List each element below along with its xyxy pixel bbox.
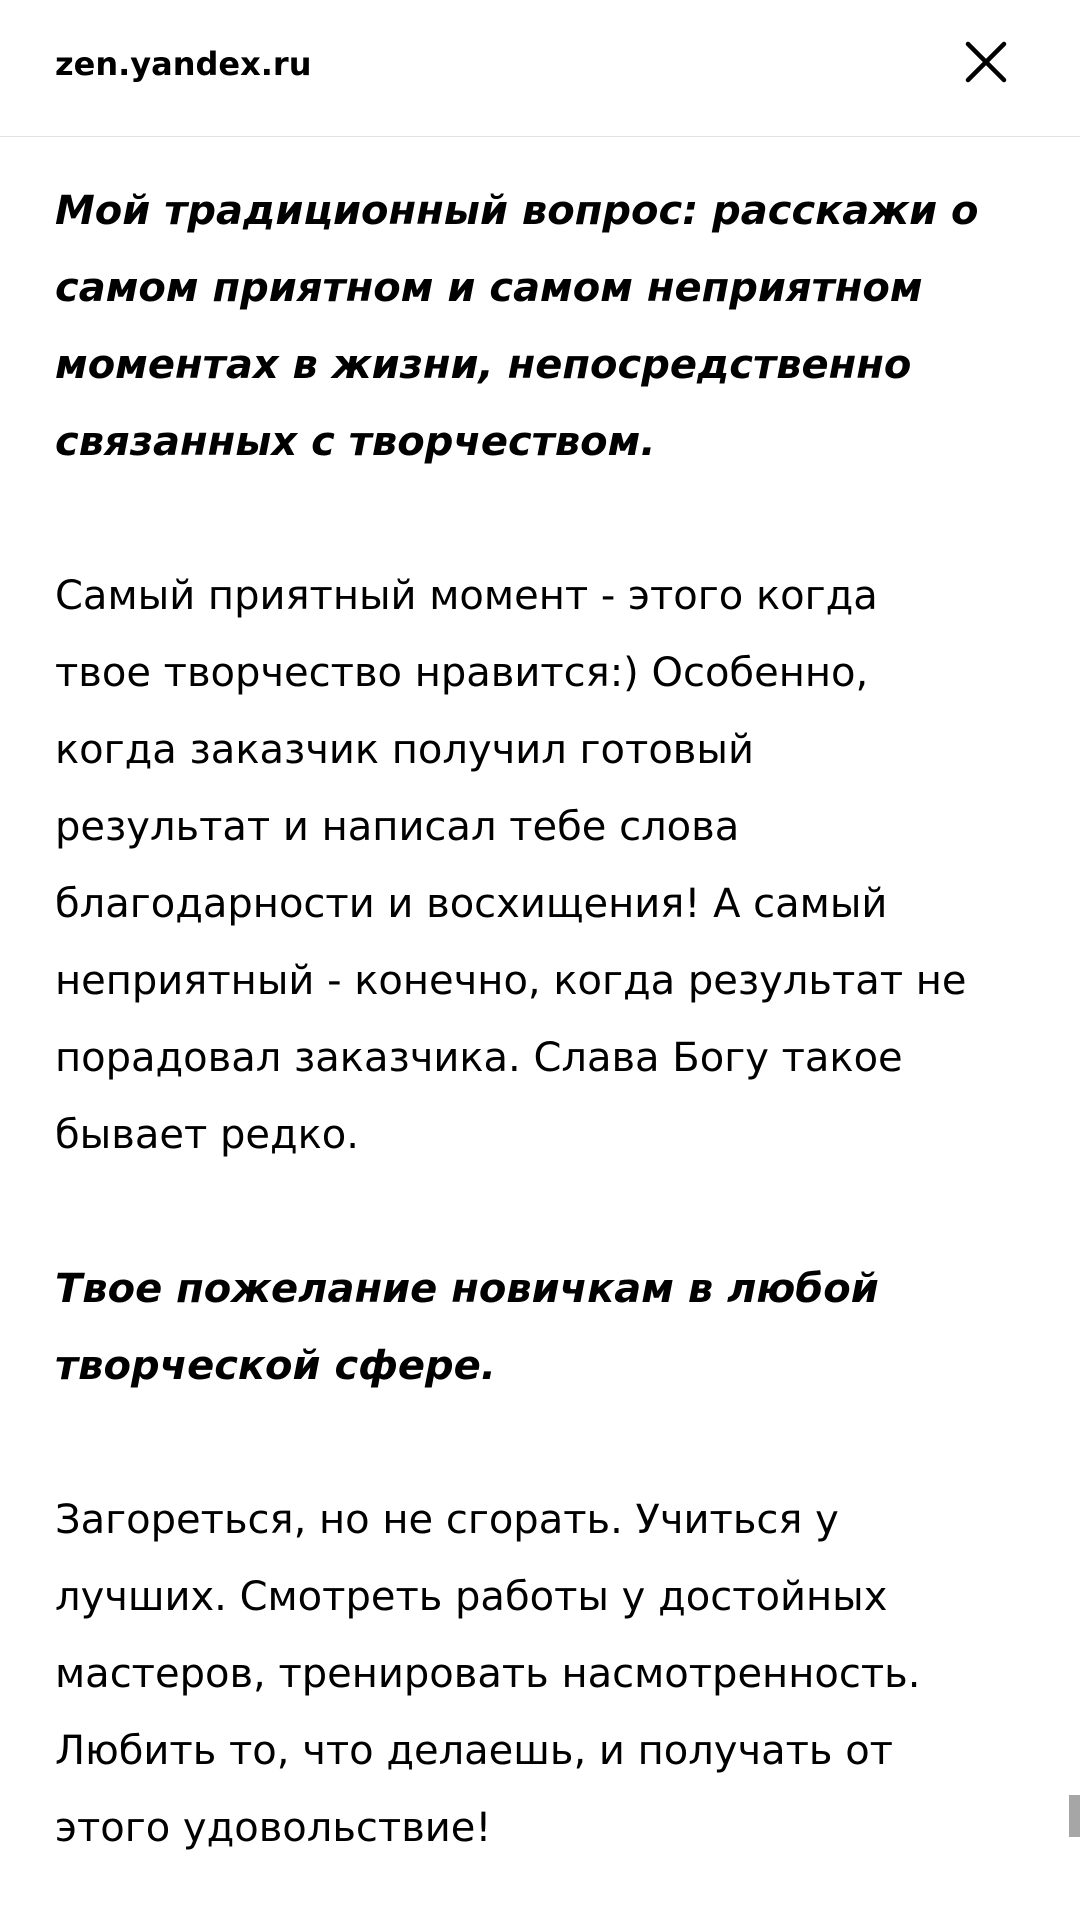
- top-bar: [0, 0, 1080, 137]
- interview-answer-1: Самый приятный момент - этого когда твое творчество нравится:) Особенно, когда заказчик получил готовый результат и написал тебе слова благодарности и восхищения! А самый неприятный - конечно, когда результат не порадовал заказчика. Слава Богу такое бывает редко.: [55, 573, 967, 1158]
- close-button[interactable]: [956, 36, 1016, 88]
- interview-answer-2: Загореться, но не сгорать. Учиться у лучших. Смотреть работы у достойных мастеров, тренировать насмотренность. Любить то, что делаешь, и получать от этого удовольствие!: [55, 1497, 921, 1851]
- site-domain: zen.yandex.ru: [55, 45, 312, 83]
- interview-question-1: Мой традиционный вопрос: расскажи о самом приятном и самом неприятном моментах в жизни, непосредственно связанных с творчеством.: [55, 188, 979, 465]
- close-icon: [965, 41, 1007, 83]
- interview-question-2: Твое пожелание новичкам в любой творческой сфере.: [55, 1266, 879, 1389]
- article-body: [55, 173, 1035, 1867]
- scrollbar-thumb[interactable]: [1069, 1795, 1080, 1837]
